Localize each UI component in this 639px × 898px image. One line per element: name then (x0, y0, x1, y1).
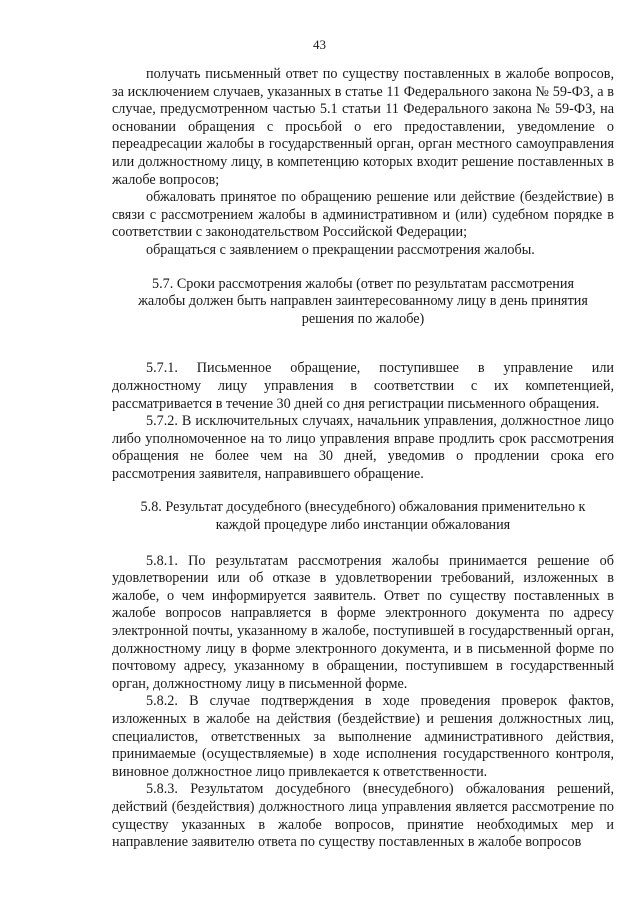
page-number: 43 (313, 37, 326, 52)
paragraph-5-8-1: 5.8.1. По результатам рассмотрения жалобы принимается решение об удовлетворении или об отказе в удовлетворении требований, изложенных в жалобе, о чем информируется заявитель. Ответ по существу поставленных в жалобе вопросов направляется в форме электронного документа по адресу электронной почты, указанному в жалобе, поступившей в государственный орган, должностному лицу в форме электронного документа, и в письменной форме по почтовому адресу, указанному в обращении, поступившем в государственный орган, должностному лицу в письменной форме. (112, 552, 614, 692)
section-heading-5-7: 5.7. Сроки рассмотрения жалобы (ответ по результатам рассмотрения жалобы должен быть направлен заинтересованному лицу в день принятия решения по жалобе) (138, 275, 588, 327)
document-body (112, 66, 614, 852)
paragraph-5-7-1: 5.7.1. Письменное обращение, поступившее в управление или должностному лицу управления в соответствии с их компетенцией, рассматривается в течение 30 дней со дня регистрации письменного обращения. (112, 360, 614, 412)
paragraph-5-8-2: 5.8.2. В случае подтверждения в ходе проведения проверок фактов, изложенных в жалобе на действия (бездействие) и решения должностных лиц, специалистов, ответственных за выполнение административного действия, принимаемые (осуществляемые) в ходе исполнения государственного контроля, виновное должностное лицо привлекается к ответственности. (112, 693, 614, 780)
paragraph-right-terminate: обращаться с заявлением о прекращении рассмотрения жалобы. (146, 241, 535, 258)
section-heading-5-8: 5.8. Результат досудебного (внесудебного) обжалования применительно к каждой процедуре либо инстанции обжалования (140, 499, 586, 534)
paragraph-5-7-2: 5.7.2. В исключительных случаях, начальник управления, должностное лицо либо уполномоченное на то лицо управления вправе продлить срок рассмотрения обращения не более чем на 30 дней, уведомив о продлении срока его рассмотрения заявителя, направившего обращение. (112, 413, 614, 482)
paragraph-right-appeal: обжаловать принятое по обращению решение или действие (бездействие) в связи с рассмотрением жалобы в административном и (или) судебном порядке в соответствии с законодательством Российской Федерации; (112, 189, 614, 241)
paragraph-right-written-answer: получать письменный ответ по существу поставленных в жалобе вопросов, за исключением случаев, указанных в статье 11 Федерального закона № 59-ФЗ, а в случае, предусмотренном частью 5.1 статьи 11 Федерального закона № 59-ФЗ, на основании обращения с просьбой о его предоставлении, уведомление о переадресации жалобы в государственный орган, орган местного самоуправления или должностному лицу, в компетенцию которых входит решение поставленных в жалобе вопросов; (112, 66, 614, 188)
paragraph-5-8-3: 5.8.3. Результатом досудебного (внесудебного) обжалования решений, действий (бездействия) должностного лица управления является рассмотрение по существу указанных в жалобе вопросов, принятие необходимых мер и направление заявителю ответа по существу поставленных в жалобе вопросов (112, 781, 614, 851)
